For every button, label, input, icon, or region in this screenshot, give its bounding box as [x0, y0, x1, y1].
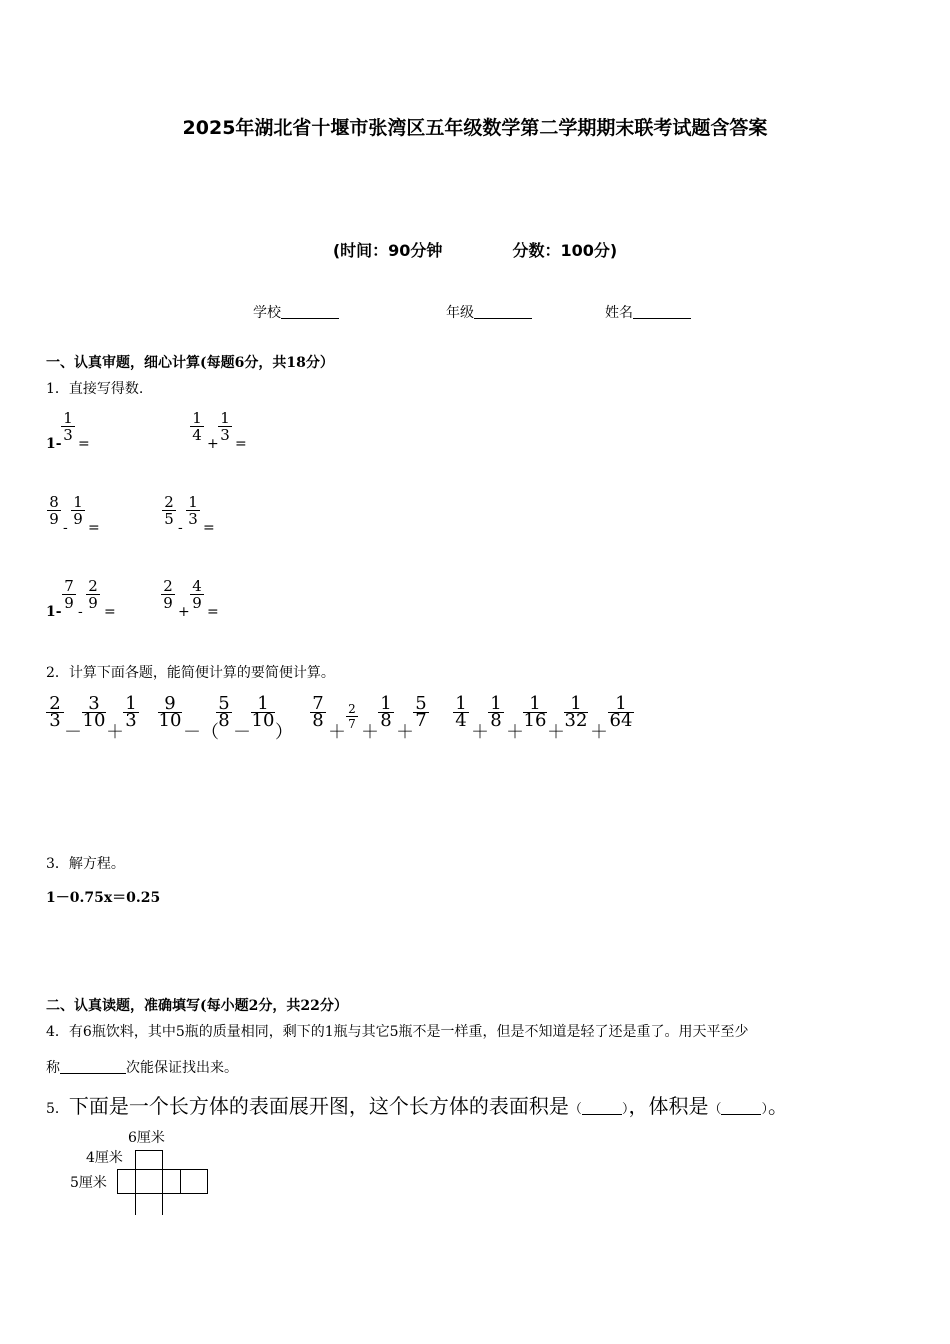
q4-answer-blank[interactable]: [60, 1058, 126, 1074]
q3-label: 3．解方程。: [46, 856, 125, 872]
q5-volume-blank[interactable]: [721, 1096, 761, 1115]
q3-equation: 1－0.75x＝0.25: [46, 890, 161, 906]
q4-text: 4．有6瓶饮料，其中5瓶的质量相同，剩下的1瓶与其它5瓶不是一样重，但是不知道是轻了还是重了。用天平至少: [46, 1024, 749, 1040]
grade-field[interactable]: 年级: [446, 302, 532, 322]
section1-heading: 一、认真审题，细心计算(每题6分，共18分）: [46, 355, 334, 371]
page-title: 2025年湖北省十堰市张湾区五年级数学第二学期期末联考试题含答案: [182, 117, 768, 139]
q5-area-blank[interactable]: [582, 1096, 622, 1115]
label-4cm: 4厘米: [86, 1150, 123, 1166]
section2-heading: 二、认真读题，准确填写(每小题2分，共22分）: [46, 998, 348, 1014]
time-limit: (时间：90分钟: [332, 241, 443, 260]
net-face-front: [135, 1169, 163, 1194]
label-5cm: 5厘米: [70, 1175, 107, 1191]
name-field[interactable]: 姓名: [605, 302, 691, 322]
q5-text: 5．下面是一个长方体的表面展开图，这个长方体的表面积是（ ），体积是（ ）。: [46, 1094, 788, 1118]
total-score: 分数：100分): [512, 241, 618, 260]
q4-text-cont: 称 次能保证找出来。: [46, 1060, 238, 1076]
q2-label: 2．计算下面各题，能简便计算的要简便计算。: [46, 665, 335, 681]
q1-label: 1．直接写得数.: [46, 381, 144, 397]
label-6cm: 6厘米: [128, 1130, 165, 1146]
net-face-right: [162, 1169, 181, 1194]
exam-meta: [0, 238, 950, 261]
net-face-left: [117, 1169, 136, 1194]
net-face-back: [180, 1169, 208, 1194]
net-face-bottom: [135, 1193, 163, 1215]
school-field[interactable]: 学校: [253, 302, 339, 322]
net-face-top: [135, 1150, 163, 1170]
